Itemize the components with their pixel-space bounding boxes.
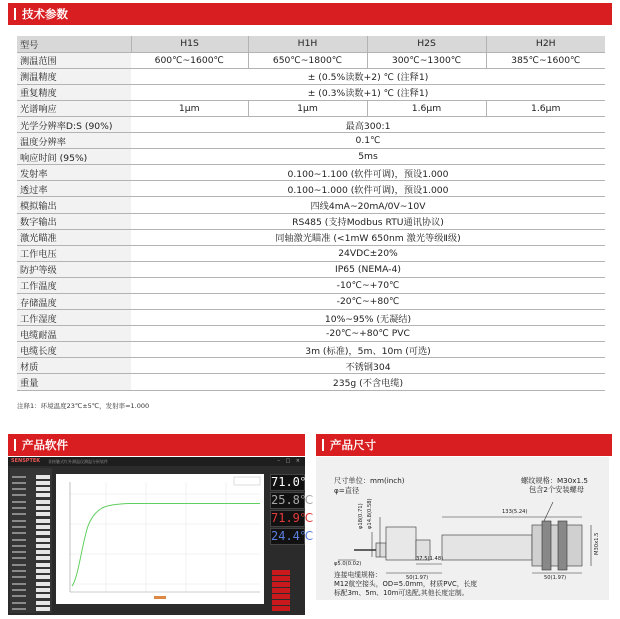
x-axis-label-mark <box>154 596 166 599</box>
setting-row[interactable] <box>12 506 50 511</box>
header-cell: H2H <box>486 36 605 52</box>
row-value: 1.6μm <box>486 100 605 116</box>
mounting-nuts-label: 包含2个安装螺母 <box>529 485 584 494</box>
temperature-curve <box>72 504 260 587</box>
thread-length-dim: 50(1.97) <box>544 575 567 581</box>
setting-field[interactable] <box>36 531 50 535</box>
setting-field[interactable] <box>36 475 50 479</box>
row-value: 1.6μm <box>367 100 486 116</box>
table-row <box>17 358 605 374</box>
window-controls-icon[interactable]: – □ × <box>277 458 302 464</box>
setting-row[interactable] <box>12 550 50 555</box>
connector-length-dim: 37.5(1.48) <box>416 556 444 562</box>
inner-diameter-dim: φ14.8(0.58) <box>367 498 373 529</box>
row-value: ± (0.5%读数+2) ℃ (注释1) <box>131 68 605 84</box>
temperature-readout: 71.9℃ <box>271 511 314 525</box>
row-label: 光学分辨率D:S (90%) <box>17 116 131 132</box>
row-value: 0.1℃ <box>131 133 605 149</box>
cable-diameter-dim: φ5.0(0.02) <box>334 561 362 567</box>
setting-label <box>12 476 26 478</box>
setting-row[interactable] <box>12 480 50 485</box>
control-button[interactable] <box>272 594 290 599</box>
diameter-legend: φ=直径 <box>334 486 360 495</box>
setting-row[interactable] <box>12 531 50 536</box>
setting-field[interactable] <box>36 601 50 605</box>
setting-field[interactable] <box>36 538 50 542</box>
control-button[interactable] <box>272 600 290 605</box>
table-row <box>17 342 605 358</box>
setting-label <box>12 532 26 534</box>
spec-section-title: 技术参数 <box>22 7 68 21</box>
setting-field[interactable] <box>36 569 50 573</box>
table-row <box>17 133 605 149</box>
temperature-readout: 25.8℃ <box>271 493 314 507</box>
thread-diameter-dim: M30x1.5 <box>594 532 600 555</box>
row-value: -20℃~+80℃ <box>131 294 605 310</box>
row-value: 235g (不含电缆) <box>131 374 605 390</box>
setting-field[interactable] <box>36 506 50 510</box>
row-value: 385℃~1600℃ <box>486 52 605 68</box>
unit-label: 尺寸单位：mm(inch) <box>334 476 405 485</box>
thread-spec-label: 螺纹规格：M30x1.5 <box>521 476 588 485</box>
setting-label <box>12 564 26 566</box>
dimension-drawing <box>316 457 609 600</box>
table-row <box>17 116 605 132</box>
header-cell: H1S <box>131 36 248 52</box>
row-value: 四线4mA~20mA/0V~10V <box>131 197 605 213</box>
row-value: 0.100~1.100 (软件可调)，预设1.000 <box>131 165 605 181</box>
setting-label <box>12 595 26 597</box>
table-row <box>17 68 605 84</box>
setting-label <box>12 545 26 547</box>
setting-row[interactable] <box>12 594 50 599</box>
setting-field[interactable] <box>36 563 50 567</box>
row-label: 电缆耐温 <box>17 326 131 342</box>
setting-row[interactable] <box>12 537 50 542</box>
row-label: 发射率 <box>17 165 131 181</box>
setting-label <box>12 576 26 578</box>
cable-spec-line: M12航空接头，OD=5.0mm，材质PVC，长度 <box>334 580 478 588</box>
setting-row[interactable] <box>12 581 50 586</box>
row-value: 1μm <box>248 100 367 116</box>
setting-field[interactable] <box>36 512 50 516</box>
setting-field[interactable] <box>36 544 50 548</box>
control-button[interactable] <box>272 570 290 575</box>
table-row <box>17 197 605 213</box>
chart-legend <box>234 477 260 485</box>
temperature-chart-svg <box>56 474 264 604</box>
software-section-header <box>8 434 305 456</box>
row-label: 材质 <box>17 358 131 374</box>
row-value: -20℃~+80℃ PVC <box>131 326 605 342</box>
setting-row[interactable] <box>12 474 50 479</box>
row-value: 最高300:1 <box>131 116 605 132</box>
row-label: 测温范围 <box>17 52 131 68</box>
setting-field[interactable] <box>36 556 50 560</box>
setting-row[interactable] <box>12 562 50 567</box>
header-cell: H2S <box>367 36 486 52</box>
setting-row[interactable] <box>12 600 50 605</box>
setting-field[interactable] <box>36 487 50 491</box>
row-label: 测温精度 <box>17 68 131 84</box>
setting-label <box>12 494 26 496</box>
setting-label <box>12 608 26 610</box>
footnote: 注释1：环境温度23℃±5℃，发射率=1.000 <box>17 402 150 410</box>
row-label: 激光瞄准 <box>17 229 131 245</box>
row-value: 650℃~1800℃ <box>248 52 367 68</box>
row-label: 重量 <box>17 374 131 390</box>
table-row <box>17 84 605 100</box>
app-brand: SENSPTEK <box>11 458 41 464</box>
row-label: 防护等级 <box>17 261 131 277</box>
setting-row[interactable] <box>12 524 50 529</box>
dimensions-section-title: 产品尺寸 <box>330 438 376 452</box>
setting-field[interactable] <box>36 594 50 598</box>
row-label: 温度分辨率 <box>17 133 131 149</box>
table-row <box>17 165 605 181</box>
setting-label <box>12 520 26 522</box>
row-value: 不锈钢304 <box>131 358 605 374</box>
app-titlebar <box>8 457 305 466</box>
setting-label <box>12 482 26 484</box>
row-label: 模拟输出 <box>17 197 131 213</box>
row-value: IP65 (NEMA-4) <box>131 261 605 277</box>
row-label: 光谱响应 <box>17 100 131 116</box>
table-row <box>17 294 605 310</box>
table-row <box>17 52 605 68</box>
setting-label <box>12 507 26 509</box>
table-row <box>17 326 605 342</box>
row-label: 重复精度 <box>17 84 131 100</box>
spec-section-header <box>8 3 612 25</box>
row-label: 工作湿度 <box>17 310 131 326</box>
setting-label <box>12 583 26 585</box>
setting-label <box>12 602 26 604</box>
table-row <box>17 277 605 293</box>
setting-label <box>12 513 26 515</box>
table-row <box>17 245 605 261</box>
row-value: RS485 (支持Modbus RTU通讯协议) <box>131 213 605 229</box>
row-label: 电缆长度 <box>17 342 131 358</box>
setting-row[interactable] <box>12 575 50 580</box>
setting-field[interactable] <box>36 525 50 529</box>
setting-field[interactable] <box>36 519 50 523</box>
header-cell: 型号 <box>17 36 131 52</box>
setting-field[interactable] <box>36 550 50 554</box>
setting-row[interactable] <box>12 606 50 611</box>
setting-field[interactable] <box>36 607 50 611</box>
setting-row[interactable] <box>12 587 50 592</box>
setting-label <box>12 501 26 503</box>
row-value: ± (0.3%读数+1) ℃ (注释1) <box>131 84 605 100</box>
row-value: 同轴激光瞄准 (<1mW 650nm 激光等级Ⅱ级) <box>131 229 605 245</box>
cable-spec-title: 连接电缆规格： <box>334 571 382 579</box>
setting-label <box>12 551 26 553</box>
setting-label <box>12 488 26 490</box>
setting-row[interactable] <box>12 543 50 548</box>
setting-row[interactable] <box>12 512 50 517</box>
setting-row[interactable] <box>12 556 50 561</box>
row-value: 5ms <box>131 149 605 165</box>
software-screenshot <box>8 457 314 615</box>
setting-label <box>12 570 26 572</box>
row-label: 工作温度 <box>17 277 131 293</box>
row-label: 数字输出 <box>17 213 131 229</box>
setting-row[interactable] <box>12 493 50 498</box>
row-value: 24VDC±20% <box>131 245 605 261</box>
table-row <box>17 229 605 245</box>
row-value: 0.100~1.000 (软件可调)，预设1.000 <box>131 181 605 197</box>
app-title: 非接触式红外测温仪测温分析软件 <box>48 458 108 464</box>
setting-field[interactable] <box>36 588 50 592</box>
software-section-title: 产品软件 <box>22 438 68 452</box>
setting-field[interactable] <box>36 575 50 579</box>
setting-row[interactable] <box>12 499 50 504</box>
table-row <box>17 310 605 326</box>
table-row <box>17 149 605 165</box>
row-value: 10%~95% (无凝结) <box>131 310 605 326</box>
setting-label <box>12 557 26 559</box>
control-button[interactable] <box>272 576 290 581</box>
temperature-readout: 24.4℃ <box>271 529 314 543</box>
setting-label <box>12 539 26 541</box>
setting-label <box>12 589 26 591</box>
row-label: 透过率 <box>17 181 131 197</box>
table-row <box>17 213 605 229</box>
spec-table-body <box>17 52 605 390</box>
settings-sidebar <box>10 468 52 613</box>
connector-total-dim: 50(1.97) <box>406 575 429 581</box>
row-label: 响应时间 (95%) <box>17 149 131 165</box>
row-value: 300℃~1300℃ <box>367 52 486 68</box>
table-row <box>17 261 605 277</box>
header-cell: H1H <box>248 36 367 52</box>
dimensions-section-header <box>316 434 612 456</box>
table-row <box>17 100 605 116</box>
control-button[interactable] <box>272 588 290 593</box>
control-button[interactable] <box>272 582 290 587</box>
table-row <box>17 181 605 197</box>
spec-table <box>17 36 605 391</box>
row-value: 3m (标准)，5m、10m (可选) <box>131 342 605 358</box>
setting-field[interactable] <box>36 481 50 485</box>
setting-row[interactable] <box>12 569 50 574</box>
cable-spec-line: 标配3m、5m、10m可选配,其他长度定制。 <box>334 589 469 597</box>
row-label: 存储温度 <box>17 294 131 310</box>
table-row <box>17 374 605 390</box>
control-button[interactable] <box>272 606 290 611</box>
setting-label <box>12 526 26 528</box>
row-value: 1μm <box>131 100 248 116</box>
row-value: -10℃~+70℃ <box>131 277 605 293</box>
row-value: 600℃~1600℃ <box>131 52 248 68</box>
setting-row[interactable] <box>12 487 50 492</box>
table-header-row <box>17 36 605 52</box>
setting-field[interactable] <box>36 500 50 504</box>
row-label: 工作电压 <box>17 245 131 261</box>
body-length-dim: 133(5.24) <box>502 509 528 515</box>
setting-row[interactable] <box>12 518 50 523</box>
outer-diameter-dim: φ18(0.71) <box>358 503 364 529</box>
temperature-readout: 71.0℃ <box>271 475 314 489</box>
setting-field[interactable] <box>36 582 50 586</box>
setting-field[interactable] <box>36 493 50 497</box>
temperature-chart <box>56 474 264 604</box>
